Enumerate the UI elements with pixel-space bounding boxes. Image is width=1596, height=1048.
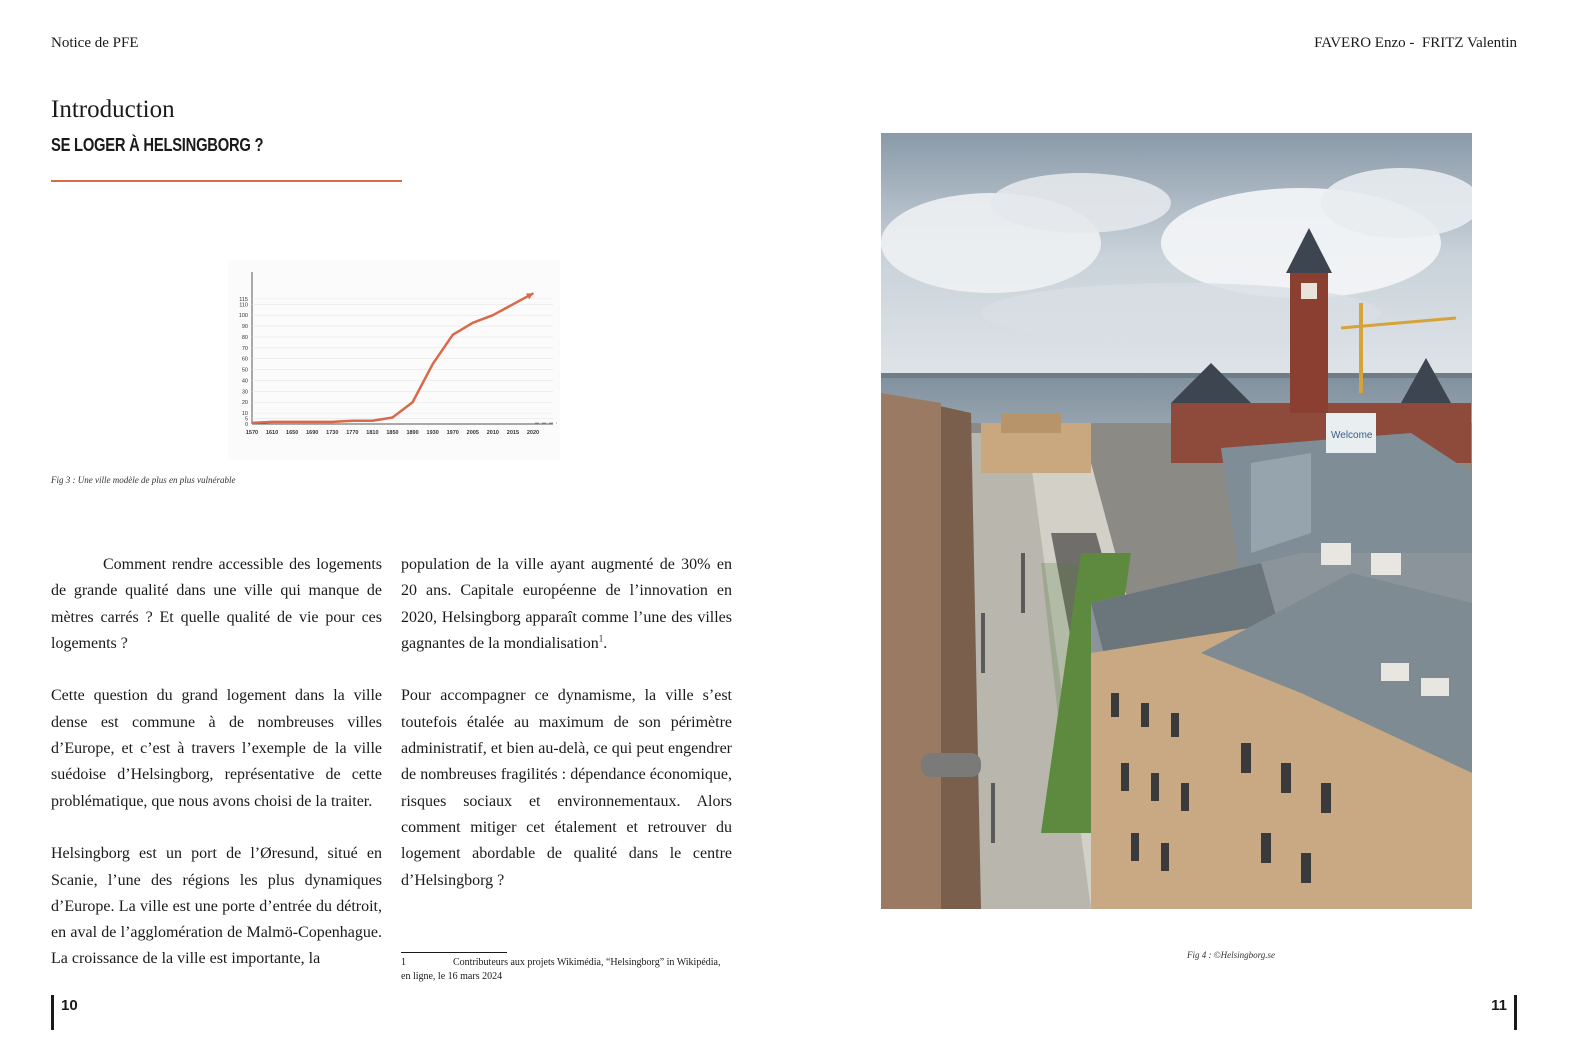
text-column-left — [51, 552, 382, 999]
chart-x-tick-label: 1890 — [406, 430, 419, 436]
chart-x-tick-label: 1650 — [286, 430, 299, 436]
chart-data-point — [251, 422, 253, 424]
chart-y-tick-label: 20 — [241, 400, 248, 407]
fig4-caption: Fig 4 : ©Helsingborg.se — [1187, 950, 1275, 960]
chart-x-tick-label: 1730 — [326, 430, 339, 436]
chart-data-point — [512, 304, 514, 306]
paragraph-end: . — [603, 634, 608, 652]
chart-series-line — [252, 293, 533, 422]
chart-x-tick-label: 1930 — [426, 430, 439, 436]
city-photo-illustration — [881, 133, 1472, 909]
text-column-right — [401, 552, 732, 920]
section-subtitle: SE LOGER À HELSINGBORG ? — [51, 135, 264, 155]
photo-flag-text: Welcome — [1331, 430, 1373, 441]
chart-data-point — [372, 420, 374, 422]
chart-x-tick-label: 1970 — [446, 430, 459, 436]
title-divider — [51, 180, 402, 182]
chart-y-tick-label: 90 — [241, 324, 248, 331]
paragraph: Comment rendre accessible des logements de grande qualité dans une ville qui manque de mètres carrés ? Et quelle qualité de vie pour ces logements ? — [51, 556, 382, 652]
chart-y-tick-label: 0 — [244, 422, 248, 428]
paragraph: Helsingborg est un port de l’Øresund, situé en Scanie, l’une des régions les plus dynamiques d’Europe. La ville est une porte d’entrée du détroit, en aval de l’agglomération de Malmö-Copenhague. La croissance de la ville est importante, la — [51, 845, 382, 968]
chart-y-tick-label: 60 — [241, 356, 248, 363]
footnote-ref[interactable]: 1 — [598, 633, 604, 644]
chart-x-tick-label: 2010 — [486, 430, 499, 436]
chart-x-tick-label: 1570 — [245, 430, 259, 436]
chart-x-tick-label: 1690 — [306, 430, 319, 436]
chart-y-tick-label: 70 — [241, 345, 248, 352]
population-chart-svg — [228, 260, 560, 460]
paragraph-text: population de la ville ayant augmenté de 30% en 20 ans. Capitale européenne de l’innovation en 2020, Helsingborg apparaît comme l’une des villes gagnantes de la mondialisation — [401, 556, 732, 652]
footnote-divider — [401, 952, 507, 953]
document-header-authors: FAVERO Enzo - FRITZ Valentin — [1314, 35, 1517, 51]
document-header-left: Notice de PFE — [51, 35, 139, 51]
chart-data-point — [291, 421, 293, 423]
footnote-number: 1 — [401, 957, 406, 968]
chart-data-point — [472, 322, 474, 324]
chart-data-point — [331, 421, 333, 423]
chart-y-tick-label: 30 — [241, 389, 248, 396]
chart-data-point — [311, 421, 313, 423]
chart-data-point — [392, 417, 394, 419]
chart-data-point — [492, 314, 494, 316]
paragraph — [401, 552, 732, 657]
chart-y-tick-label: 40 — [241, 378, 248, 385]
chart-y-tick-label: 10 — [241, 411, 248, 418]
chart-y-tick-label: 100 — [238, 313, 248, 320]
chart-data-point — [412, 401, 414, 403]
fig3-caption: Fig 3 : Une ville modèle de plus en plus vulnérable — [51, 475, 236, 485]
chart-data-point — [352, 420, 354, 422]
chart-x-tick-label: 1610 — [265, 430, 279, 436]
chart-y-tick-label: 80 — [241, 334, 248, 341]
chart-data-point — [432, 363, 434, 365]
footnote-text: Contributeurs aux projets Wikimédia, “Helsingborg” in Wikipédia, en ligne, le 16 mars 2024 — [401, 957, 721, 982]
chart-x-tick-label: 1850 — [386, 430, 399, 436]
footnote — [401, 956, 721, 984]
chart-data-point — [271, 421, 273, 423]
section-title: Introduction — [51, 96, 175, 123]
chart-x-tick-label: 2005 — [466, 430, 479, 436]
chart-data-point — [452, 334, 454, 336]
chart-y-tick-label: 5 — [244, 416, 248, 423]
chart-x-tick-label: 1770 — [346, 430, 359, 436]
chart-x-tick-label: 2015 — [506, 430, 520, 436]
helsingborg-photo — [881, 133, 1472, 909]
paragraph: Pour accompagner ce dynamisme, la ville s’est toutefois étalée au maximum de son périmètre administratif, et bien au-delà, ce qui peut engendrer de nombreuses fragilités : dépendance économique, risques sociaux et environnementaux. Alors comment mitiger cet étalement et retrouver du logement abordable de qualité dans le centre d’Helsingborg ? — [401, 687, 732, 889]
page-number-left: 10 — [51, 995, 78, 1030]
chart-x-tick-label: 2020 — [526, 430, 540, 436]
chart-y-tick-label: 50 — [241, 367, 248, 374]
page-number-right: 11 — [1491, 995, 1517, 1030]
paragraph: Cette question du grand logement dans la ville dense est commune à de nombreuses villes d’Europe, et c’est à travers l’exemple de la ville suédoise d’Helsingborg, représentative de cette problématique, que nous avons choisi de la traiter. — [51, 687, 382, 810]
chart-x-tick-label: 1810 — [366, 430, 379, 436]
chart-y-tick-label: 115 — [239, 296, 248, 303]
chart-y-tick-label: 110 — [239, 302, 248, 309]
population-chart — [228, 260, 560, 460]
